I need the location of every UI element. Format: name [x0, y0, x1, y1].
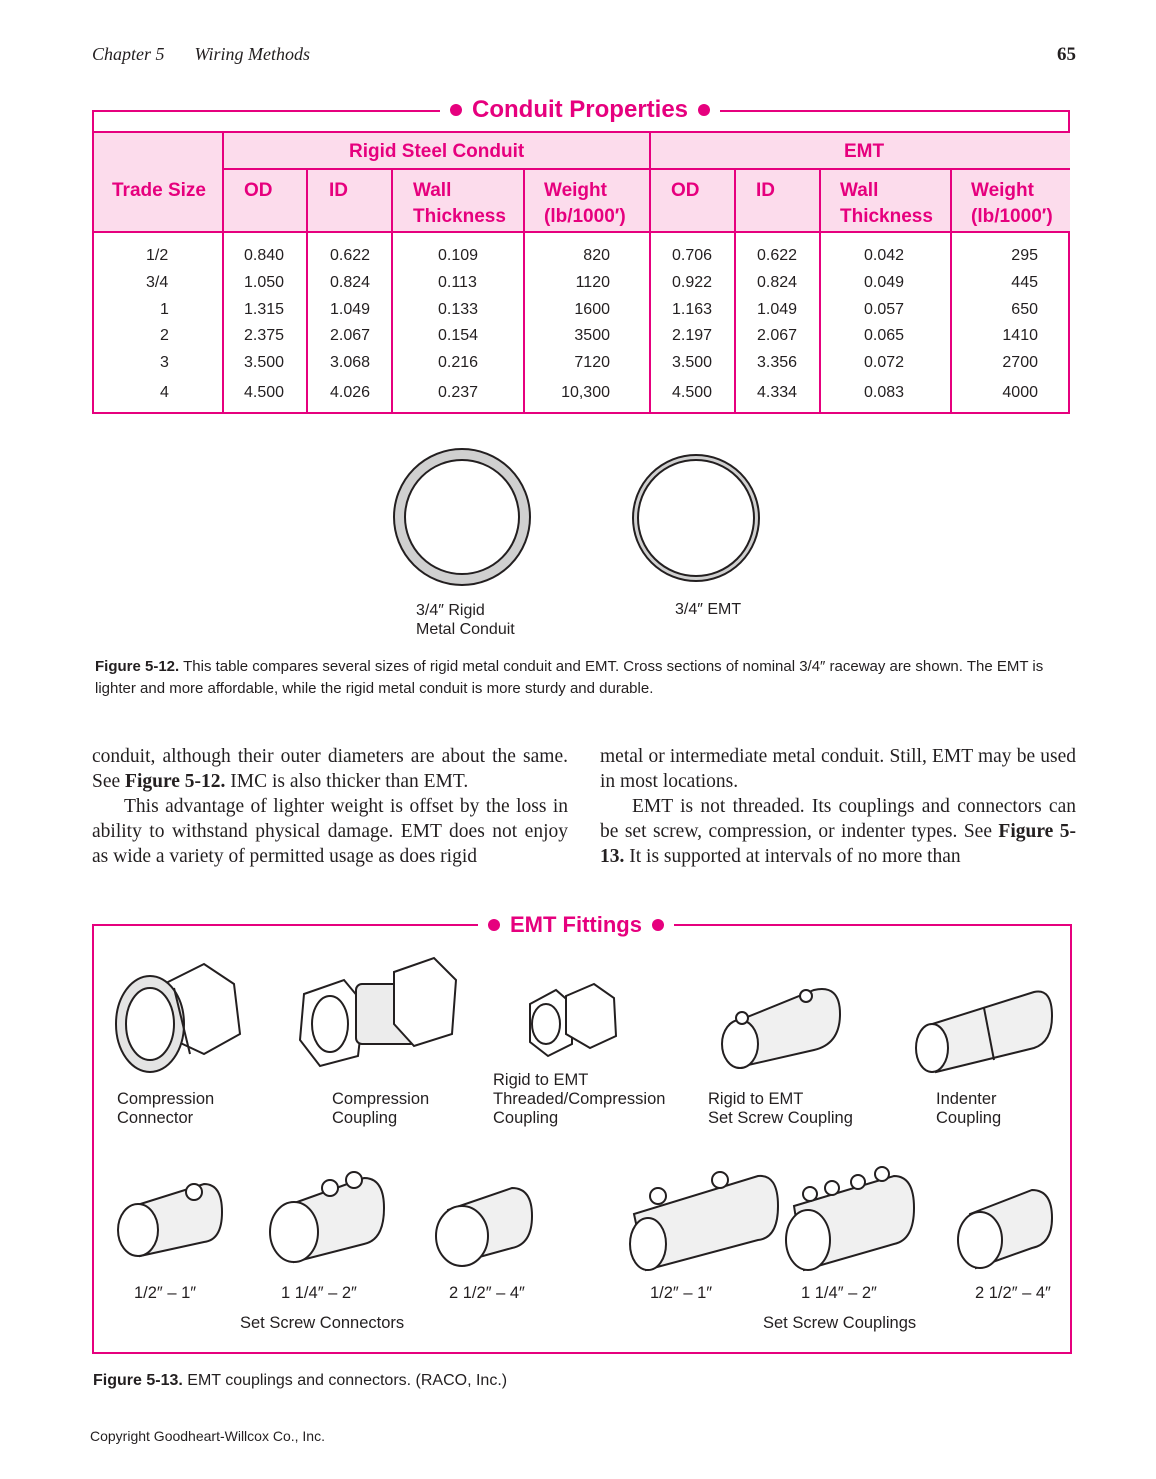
cell-emt-id: 3.356 [757, 354, 798, 371]
cell-emt-wall: 0.083 [864, 384, 905, 401]
table-rule [391, 168, 393, 414]
rigid-to-emt-threaded-coupling-illustration [530, 984, 616, 1056]
set-screw-connector-medium-illustration [270, 1172, 384, 1262]
cell-rigid-wall: 0.133 [438, 301, 479, 318]
cell-emt-weight: 1410 [1002, 327, 1038, 344]
compression-connector-illustration [116, 964, 240, 1072]
set-screw-connector-large-illustration [436, 1188, 532, 1266]
rigid-to-emt-set-screw-coupling-illustration [722, 989, 840, 1068]
cell-rigid-wall: 0.216 [438, 354, 479, 371]
body-column-right [600, 744, 1076, 869]
fitting-label-compression-coupling: Compression Coupling [332, 1090, 430, 1127]
paragraph: conduit, although their outer diameters are about the same. See Figure 5-12. IMC is also thicker than EMT. [92, 746, 568, 792]
table-rule [306, 168, 308, 414]
size-label: 2 1/2″ – 4″ [449, 1284, 525, 1302]
table-rule [523, 168, 525, 414]
cell-emt-id: 1.049 [757, 301, 798, 318]
cell-rigid-weight: 1600 [574, 301, 610, 318]
cell-emt-id: 4.334 [757, 384, 798, 401]
paragraph: This advantage of lighter weight is offset by the loss in ability to withstand physical damage. EMT does not enjoy as wide a variety of permitted usage as does rigid [92, 796, 568, 867]
figure-5-13-caption: Figure 5-13. EMT couplings and connectors. (RACO, Inc.) [93, 1372, 508, 1389]
cell-trade-size: 3 [160, 354, 169, 371]
cell-emt-wall: 0.072 [864, 354, 905, 371]
cell-rigid-od: 2.375 [244, 327, 285, 344]
cross-section-illustration [390, 444, 770, 594]
figure-5-12-caption: Figure 5-12. This table compares several sizes of rigid metal conduit and EMT. Cross sections of nominal 3/4″ raceway are shown. The EMT is lighter and more affordable, while the rigid metal conduit is more sturdy and durable. [95, 658, 1044, 697]
rigid-cross-section-label: 3/4″ Rigid Metal Conduit [416, 602, 515, 638]
cell-emt-id: 0.824 [757, 274, 798, 291]
table-rule [94, 231, 1070, 233]
bullet-dot-icon [450, 104, 462, 116]
cell-rigid-id: 4.026 [330, 384, 371, 401]
emt-fittings-title: EMT Fittings [510, 912, 642, 937]
col-header-id: ID [756, 180, 775, 201]
cell-emt-id: 0.622 [757, 247, 798, 264]
cell-rigid-wall: 0.113 [438, 274, 477, 291]
running-header [92, 44, 310, 65]
set-screw-coupling-large-illustration [958, 1190, 1052, 1268]
fitting-label-compression-connector: Compression Connector [117, 1090, 215, 1127]
cell-emt-od: 4.500 [672, 384, 713, 401]
cell-emt-weight: 2700 [1002, 354, 1038, 371]
table-rule [94, 131, 1070, 133]
table-title-group [440, 94, 720, 126]
bullet-dot-icon [488, 919, 500, 931]
col-header-od: OD [671, 180, 700, 201]
cell-trade-size: 3/4 [146, 274, 169, 291]
cell-emt-weight: 4000 [1002, 384, 1038, 401]
cell-trade-size: 2 [160, 327, 169, 344]
col-header-weight: Weight (lb/1000′) [544, 180, 626, 227]
table-rule [224, 168, 1070, 170]
col-header-id: ID [329, 180, 348, 201]
col-header-wall: Wall Thickness [840, 180, 933, 227]
set-screw-connectors-label: Set Screw Connectors [240, 1314, 405, 1332]
table-rule [950, 168, 952, 414]
chapter-label: Chapter 5 [92, 44, 165, 64]
cell-emt-wall: 0.049 [864, 274, 905, 291]
cell-emt-od: 3.500 [672, 354, 713, 371]
cell-emt-od: 2.197 [672, 327, 713, 344]
cell-rigid-id: 0.622 [330, 247, 371, 264]
cell-rigid-id: 1.049 [330, 301, 371, 318]
bullet-dot-icon [698, 104, 710, 116]
table-rule [649, 131, 651, 414]
emt-title-group [478, 910, 674, 940]
cell-trade-size: 1/2 [146, 247, 169, 264]
paragraph: EMT is not threaded. Its couplings and connectors can be set screw, compression, or indenter types. See Figure 5-13. It is supported at intervals of no more than [600, 796, 1076, 867]
compression-coupling-illustration [300, 958, 456, 1066]
section-label: Wiring Methods [194, 44, 311, 64]
set-screw-connector-small-illustration [118, 1184, 222, 1256]
emt-cross-section [633, 455, 759, 581]
cell-rigid-weight: 10,300 [561, 384, 610, 401]
cell-rigid-weight: 1120 [575, 274, 610, 291]
size-label: 2 1/2″ – 4″ [975, 1284, 1051, 1302]
cell-rigid-id: 0.824 [330, 274, 371, 291]
body-column-left [92, 744, 568, 869]
cell-emt-od: 1.163 [672, 301, 713, 318]
cell-rigid-od: 4.500 [244, 384, 285, 401]
cell-rigid-wall: 0.237 [438, 384, 479, 401]
cell-emt-weight: 650 [1011, 301, 1038, 318]
bullet-dot-icon [652, 919, 664, 931]
cell-emt-weight: 295 [1011, 247, 1038, 264]
cell-emt-id: 2.067 [757, 327, 798, 344]
cell-rigid-id: 3.068 [330, 354, 371, 371]
table-rule [819, 168, 821, 414]
col-header-weight: Weight (lb/1000′) [971, 180, 1053, 227]
set-screw-coupling-medium-illustration [786, 1167, 914, 1270]
cell-emt-wall: 0.065 [864, 327, 905, 344]
cell-emt-wall: 0.057 [864, 301, 905, 318]
col-header-trade-size: Trade Size [112, 180, 206, 201]
table-rule [222, 131, 224, 414]
cell-emt-weight: 445 [1011, 274, 1038, 291]
table-title: Conduit Properties [472, 96, 689, 123]
cell-rigid-weight: 820 [583, 247, 610, 264]
cell-trade-size: 4 [160, 384, 169, 401]
cell-rigid-od: 0.840 [244, 247, 285, 264]
set-screw-coupling-small-illustration [630, 1172, 778, 1270]
size-label: 1 1/4″ – 2″ [281, 1284, 357, 1302]
fitting-label-rigid-threaded-coupling: Rigid to EMT Threaded/Compression Coupling [493, 1071, 666, 1127]
cell-rigid-wall: 0.109 [438, 247, 479, 264]
fitting-label-indenter-coupling: Indenter Coupling [936, 1090, 1002, 1127]
cell-rigid-id: 2.067 [330, 327, 371, 344]
cell-emt-od: 0.706 [672, 247, 713, 264]
paragraph: metal or intermediate metal conduit. Still, EMT may be used in most locations. [600, 746, 1076, 792]
cell-emt-od: 0.922 [672, 274, 713, 291]
set-screw-couplings-label: Set Screw Couplings [763, 1314, 917, 1332]
cell-rigid-weight: 3500 [574, 327, 610, 344]
cell-emt-wall: 0.042 [864, 247, 905, 264]
size-label: 1/2″ – 1″ [650, 1284, 713, 1302]
fittings-illustrations [94, 944, 1070, 1354]
rigid-conduit-cross-section [394, 449, 530, 585]
copyright-footer: Copyright Goodheart-Willcox Co., Inc. [90, 1428, 325, 1444]
cell-rigid-od: 1.315 [244, 301, 285, 318]
group-header-rigid: Rigid Steel Conduit [349, 141, 525, 162]
page-number: 65 [1057, 44, 1076, 65]
cell-trade-size: 1 [160, 301, 169, 318]
col-header-wall: Wall Thickness [413, 180, 506, 227]
group-header-emt: EMT [844, 141, 885, 162]
col-header-od: OD [244, 180, 273, 201]
cell-rigid-od: 1.050 [244, 274, 285, 291]
fitting-label-rigid-set-screw-coupling: Rigid to EMT Set Screw Coupling [708, 1090, 853, 1127]
size-label: 1/2″ – 1″ [134, 1284, 197, 1302]
emt-cross-section-label: 3/4″ EMT [675, 601, 742, 618]
indenter-coupling-illustration [916, 992, 1052, 1073]
cell-rigid-od: 3.500 [244, 354, 285, 371]
cell-rigid-wall: 0.154 [438, 327, 479, 344]
size-label: 1 1/4″ – 2″ [801, 1284, 877, 1302]
cell-rigid-weight: 7120 [574, 354, 610, 371]
table-rule [734, 168, 736, 414]
